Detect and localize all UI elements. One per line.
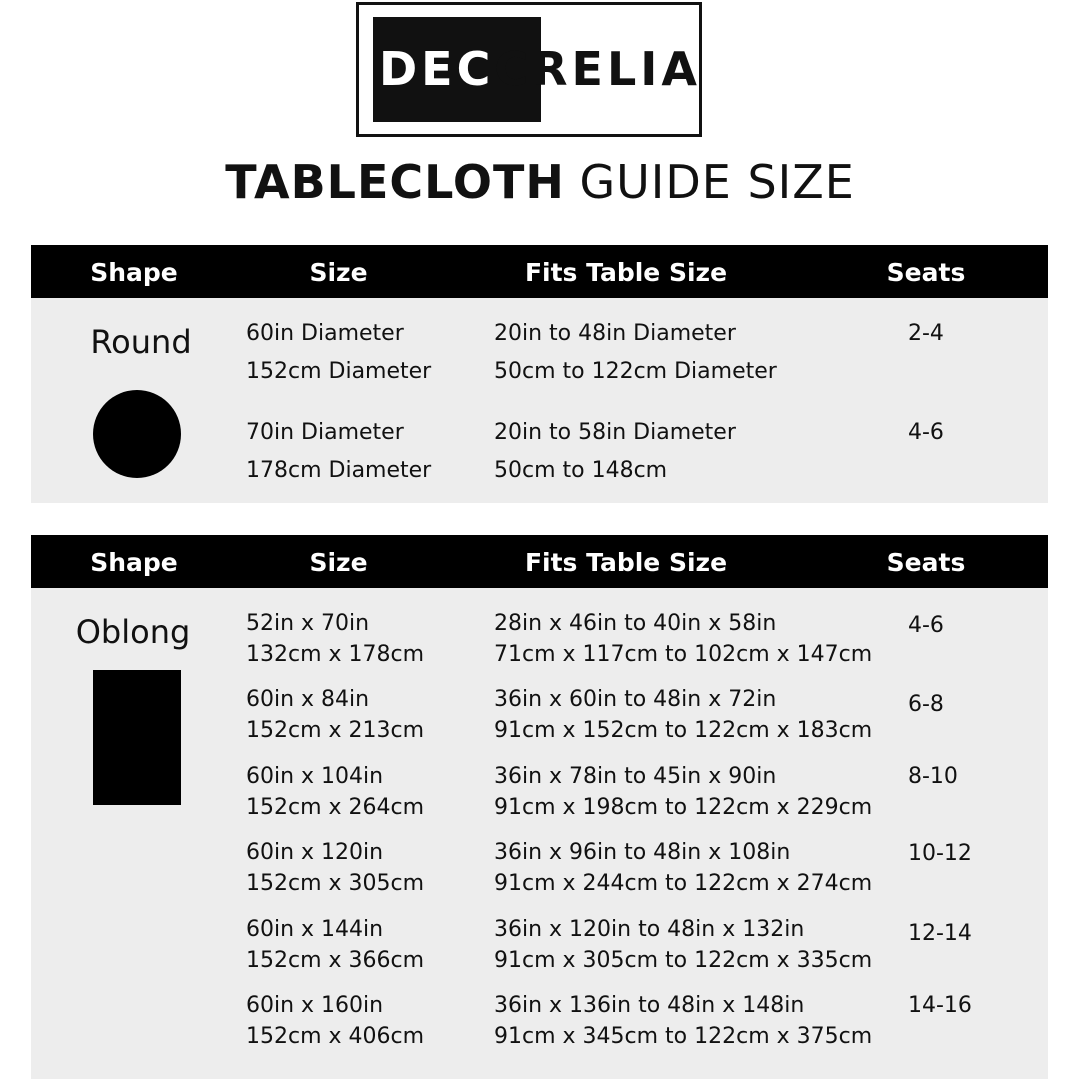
round-shape-icon: [93, 390, 181, 478]
shape-label-round: Round: [90, 323, 192, 361]
size-cm: 152cm x 213cm: [246, 718, 425, 743]
brand-logo: [356, 2, 702, 137]
size-cm: 132cm x 178cm: [246, 642, 425, 667]
seats: 12-14: [908, 921, 972, 946]
header-fits-table-size: Fits Table Size: [524, 258, 728, 287]
size-cm: 152cm x 406cm: [246, 1024, 425, 1049]
seats: 2-4: [908, 321, 944, 346]
fits-in: 20in to 58in Diameter: [494, 420, 736, 445]
fits-cm: 91cm x 244cm to 122cm x 274cm: [494, 871, 873, 896]
table-header: [31, 245, 1048, 298]
size-in: 60in Diameter: [246, 321, 404, 346]
fits-in: 36in x 60in to 48in x 72in: [494, 687, 777, 712]
header-shape: Shape: [90, 548, 178, 577]
fits-cm: 91cm x 152cm to 122cm x 183cm: [494, 718, 873, 743]
logo-text-left: DEC: [379, 42, 495, 96]
fits-cm: 50cm to 122cm Diameter: [494, 359, 777, 384]
size-in: 52in x 70in: [246, 611, 370, 636]
logo-wordmark: [379, 5, 701, 134]
oblong-size-table: [31, 535, 1048, 1079]
table-header: [31, 535, 1048, 588]
size-in: 60in x 144in: [246, 917, 384, 942]
fits-cm: 91cm x 198cm to 122cm x 229cm: [494, 795, 873, 820]
fits-in: 28in x 46in to 40in x 58in: [494, 611, 777, 636]
seats: 14-16: [908, 993, 972, 1018]
header-seats: Seats: [886, 258, 966, 287]
oblong-shape-icon: [93, 670, 181, 805]
size-cm: 152cm x 264cm: [246, 795, 425, 820]
size-in: 70in Diameter: [246, 420, 404, 445]
logo-text-right: CRELIA: [494, 42, 702, 96]
size-in: 60in x 160in: [246, 993, 384, 1018]
round-size-table: [31, 245, 1048, 503]
title-light: GUIDE SIZE: [579, 155, 855, 209]
fits-in: 36in x 78in to 45in x 90in: [494, 764, 777, 789]
size-in: 60in x 84in: [246, 687, 370, 712]
fits-cm: 71cm x 117cm to 102cm x 147cm: [494, 642, 873, 667]
size-in: 60in x 104in: [246, 764, 384, 789]
fits-cm: 91cm x 305cm to 122cm x 335cm: [494, 948, 873, 973]
fits-cm: 91cm x 345cm to 122cm x 375cm: [494, 1024, 873, 1049]
seats: 10-12: [908, 841, 972, 866]
fits-in: 20in to 48in Diameter: [494, 321, 736, 346]
size-cm: 152cm x 305cm: [246, 871, 425, 896]
page-title: [0, 152, 1080, 212]
size-in: 60in x 120in: [246, 840, 384, 865]
title-bold: TABLECLOTH: [225, 155, 565, 209]
fits-in: 36in x 96in to 48in x 108in: [494, 840, 791, 865]
header-shape: Shape: [90, 258, 178, 287]
size-cm: 152cm x 366cm: [246, 948, 425, 973]
fits-in: 36in x 136in to 48in x 148in: [494, 993, 805, 1018]
seats: 4-6: [908, 613, 944, 638]
seats: 4-6: [908, 420, 944, 445]
header-size: Size: [309, 548, 368, 577]
size-cm: 152cm Diameter: [246, 359, 432, 384]
seats: 8-10: [908, 764, 958, 789]
shape-label-oblong: Oblong: [75, 613, 191, 651]
size-cm: 178cm Diameter: [246, 458, 432, 483]
header-fits-table-size: Fits Table Size: [524, 548, 728, 577]
fits-in: 36in x 120in to 48in x 132in: [494, 917, 805, 942]
header-size: Size: [309, 258, 368, 287]
fits-cm: 50cm to 148cm: [494, 458, 668, 483]
seats: 6-8: [908, 692, 944, 717]
header-seats: Seats: [886, 548, 966, 577]
